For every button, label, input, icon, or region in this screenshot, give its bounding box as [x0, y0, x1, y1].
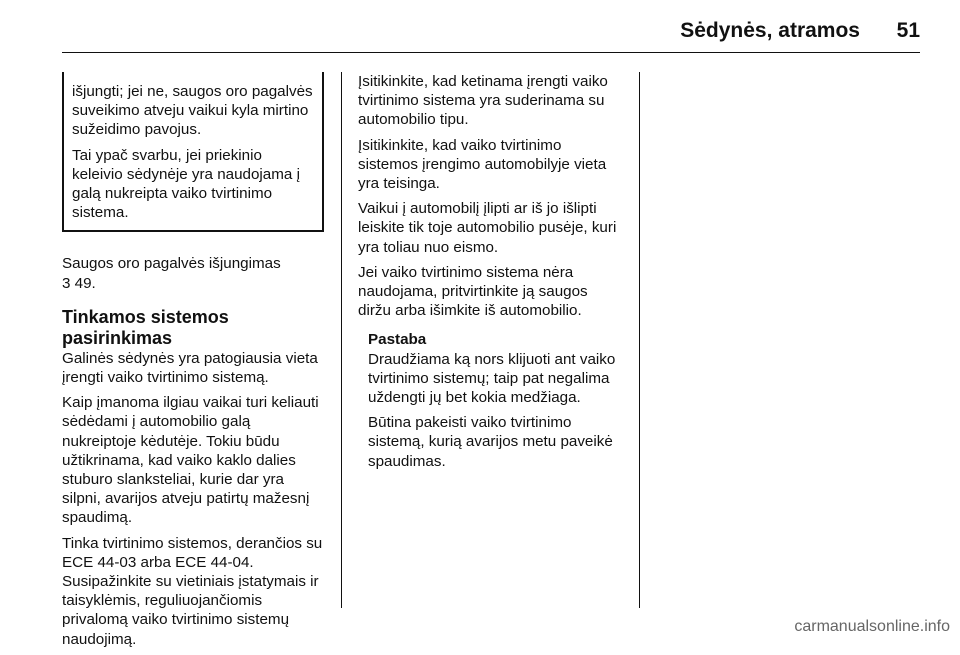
warning-box	[62, 72, 324, 232]
body-paragraph: Galinės sėdynės yra patogiausia vieta įrengti vaiko tvirtinimo sistemą.	[62, 349, 318, 387]
watermark: carmanualsonline.info	[794, 618, 950, 635]
column-middle	[358, 72, 624, 477]
warning-paragraph: Tai ypač svarbu, jei priekinio keleivio sėdynėje yra naudojama į galą nukreipta vaiko tvirtinimo sistema.	[72, 146, 300, 222]
body-paragraph: Jei vaiko tvirtinimo sistema nėra naudojama, pritvirtinkite ją saugos diržu arba išimkite iš automobilio.	[358, 263, 588, 320]
note-title: Pastaba	[368, 331, 427, 349]
note-block	[358, 330, 624, 470]
note-paragraph: Būtina pakeisti vaiko tvirtinimo sistemą, kurią avarijos metu paveikė spaudimas.	[368, 414, 613, 470]
page-header	[62, 14, 920, 53]
body-paragraph: Įsitikinkite, kad ketinama įrengti vaiko tvirtinimo sistema yra suderinama su automobilio tipu.	[358, 73, 608, 129]
page-title: Sėdynės, atramos	[680, 19, 860, 42]
section-heading: Tinkamos sistemos pasirinkimas	[62, 306, 229, 348]
body-paragraph: Įsitikinkite, kad vaiko tvirtinimo sistemos įrengimo automobilyje vieta yra teisinga.	[358, 136, 607, 193]
column-divider	[341, 72, 342, 608]
body-paragraph: Vaikui į automobilį įlipti ar iš jo išlipti leiskite tik toje automobilio pusėje, kuri yra toliau nuo eismo.	[358, 200, 617, 256]
note-paragraph: Draudžiama ką nors klijuoti ant vaiko tvirtinimo sistemų; taip pat negalima uždengti jų bet kokia medžiaga.	[368, 350, 616, 407]
body-paragraph: Tinka tvirtinimo sistemos, derančios su ECE 44-03 arba ECE 44-04. Susipažinkite su vietiniais įstatymais ir taisyklėmis, reguliuojančiomis privalomą vaiko tvirtinimo sistemų naudojimą.	[62, 534, 323, 648]
page-number: 51	[896, 19, 920, 42]
cross-reference-text: Saugos oro pagalvės išjungimas	[62, 255, 281, 273]
cross-reference	[62, 254, 324, 292]
cross-reference-page[interactable]: 3 49.	[62, 274, 96, 292]
body-paragraph: Kaip įmanoma ilgiau vaikai turi keliauti sėdėdami į automobilio galą nukreiptoje kėdutėje. Tokiu būdu užtikrinama, kad vaiko kaklo dalies stuburo slanksteliai, kurie dar yra silpni, avarijos atveju patirtų mažesnį spaudimą.	[62, 394, 319, 527]
warning-paragraph: išjungti; jei ne, saugos oro pagalvės suveikimo atveju vaikui kyla mirtino sužeidimo pavojus.	[72, 83, 313, 139]
column-divider	[639, 72, 640, 608]
column-left	[62, 72, 324, 655]
